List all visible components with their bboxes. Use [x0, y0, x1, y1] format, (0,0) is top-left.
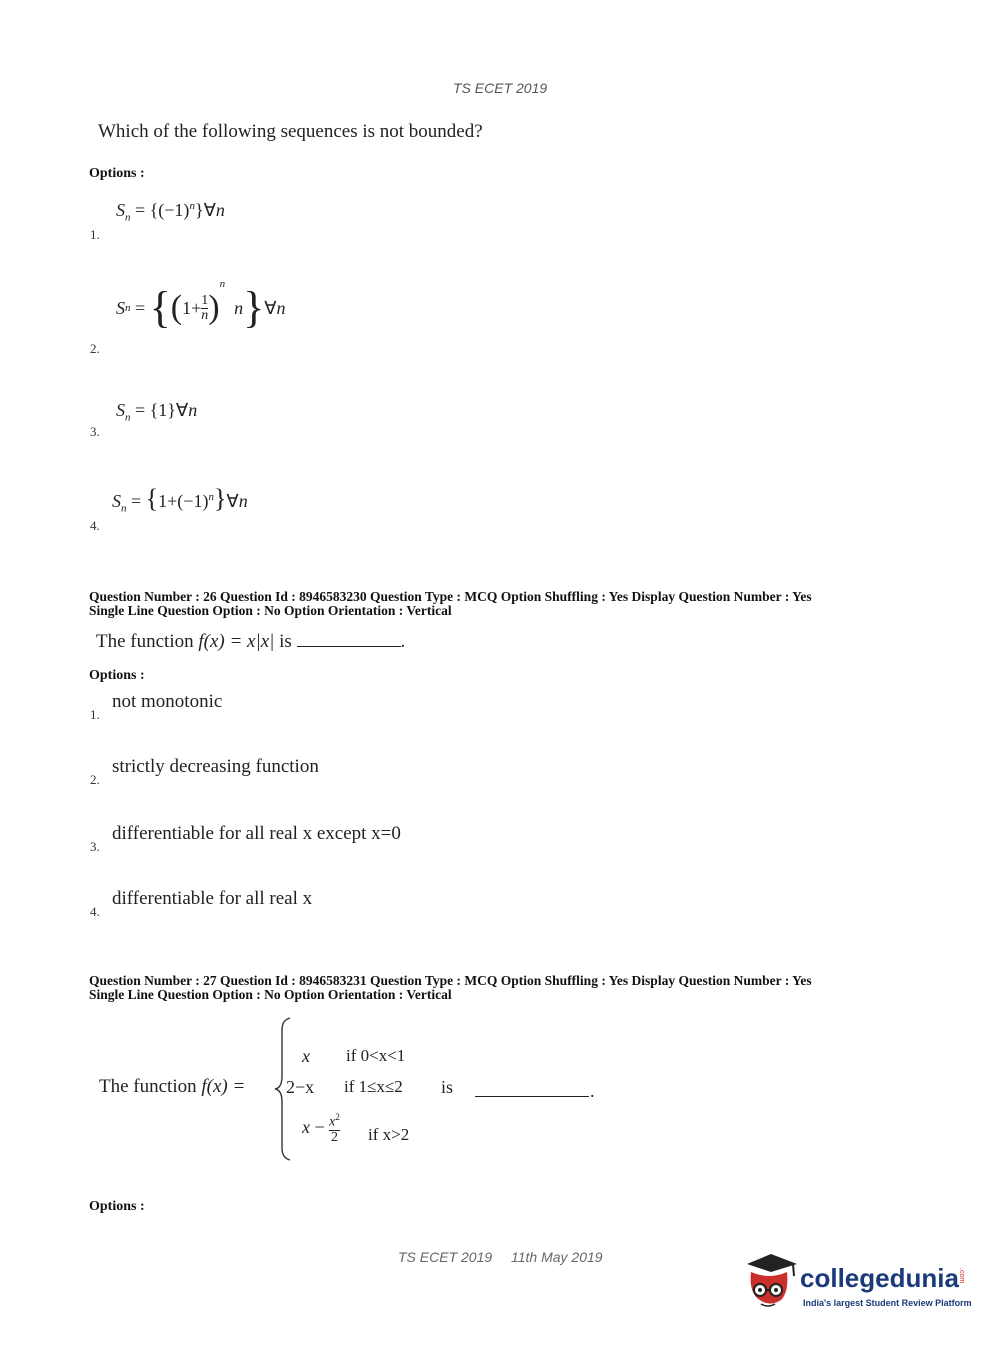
answer-blank	[475, 1096, 589, 1097]
footer-exam: TS ECET 2019	[398, 1249, 493, 1265]
q25-option-2-expression: S n = { ( 1+ $\frac{1}{n}$ ) n n } ∀ n	[116, 278, 286, 332]
q26-option-1-number: 1.	[90, 707, 100, 722]
period: .	[590, 1081, 595, 1101]
case-1-condition: if 0<x<1	[346, 1046, 406, 1065]
question-26-meta-line-1: Question Number : 26 Question Id : 8946583230 Question Type : MCQ Option Shuffling : Yes Display Question Number : Yes	[89, 589, 812, 604]
question-26-expression: f(x) = x|x|	[198, 631, 275, 652]
q25-option-3-expression: $S_n$ = {1}∀n	[116, 400, 198, 424]
case-3-expression: x − $\frac{x^2}{2}$	[302, 1112, 340, 1145]
logo-tagline: India's largest Student Review Platform	[803, 1298, 972, 1308]
footer-date: 11th May 2019	[511, 1249, 603, 1265]
q26-option-4-number: 4.	[90, 904, 100, 919]
q26-option-1-text: not monotonic	[112, 691, 223, 712]
q26-option-2-text: strictly decreasing function	[112, 756, 319, 777]
q26-option-2-number: 2.	[90, 772, 100, 787]
q26-option-3-text: differentiable for all real x except x=0	[112, 823, 401, 844]
q25-option-4-number: 4.	[90, 518, 100, 533]
q26-option-3-number: 3.	[90, 839, 100, 854]
case-2-expression: 2−x	[286, 1077, 315, 1097]
question-27-function: f(x) =	[201, 1076, 246, 1097]
case-3-condition: if x>2	[368, 1125, 410, 1144]
question-26-text: The function f(x) = x|x| is .	[96, 631, 406, 652]
question-27-meta-line-2: Single Line Question Option : No Option Orientation : Vertical	[89, 987, 452, 1002]
question-27-suffix: is	[441, 1077, 454, 1097]
case-2-condition: if 1≤x≤2	[344, 1077, 403, 1096]
question-25-options-label: Options :	[89, 166, 145, 181]
question-27-meta-line-1: Question Number : 27 Question Id : 8946583231 Question Type : MCQ Option Shuffling : Yes Display Question Number : Yes	[89, 973, 812, 988]
collegedunia-mascot-icon	[741, 1250, 799, 1312]
q26-option-4-text: differentiable for all real x	[112, 888, 313, 909]
logo-name: collegedunia	[800, 1263, 959, 1293]
question-27-prefix: The function	[99, 1076, 197, 1097]
question-26-suffix: is	[279, 631, 292, 652]
question-27-text	[99, 1076, 245, 1098]
question-26-prefix: The function	[96, 631, 194, 652]
q25-option-3-number: 3.	[90, 424, 100, 439]
page-header: TS ECET 2019	[453, 80, 548, 96]
q25-option-1-number: 1.	[90, 227, 100, 242]
answer-blank	[297, 646, 401, 647]
question-25-text: Which of the following sequences is not bounded?	[98, 121, 483, 142]
case-1-expression: x	[302, 1046, 310, 1066]
question-26-meta-line-2: Single Line Question Option : No Option Orientation : Vertical	[89, 603, 452, 618]
question-27-options-label: Options :	[89, 1199, 145, 1214]
logo-tld: .com	[958, 1268, 965, 1284]
question-26-options-label: Options :	[89, 668, 145, 683]
q25-option-1-expression: $S_n$ = $\{(-1)^n\}\forall n$	[116, 200, 225, 224]
q25-option-2-number: 2.	[90, 341, 100, 356]
q25-option-4-expression: $S_n$ = $\{1+(-1)^n\}\forall n$	[112, 484, 248, 515]
